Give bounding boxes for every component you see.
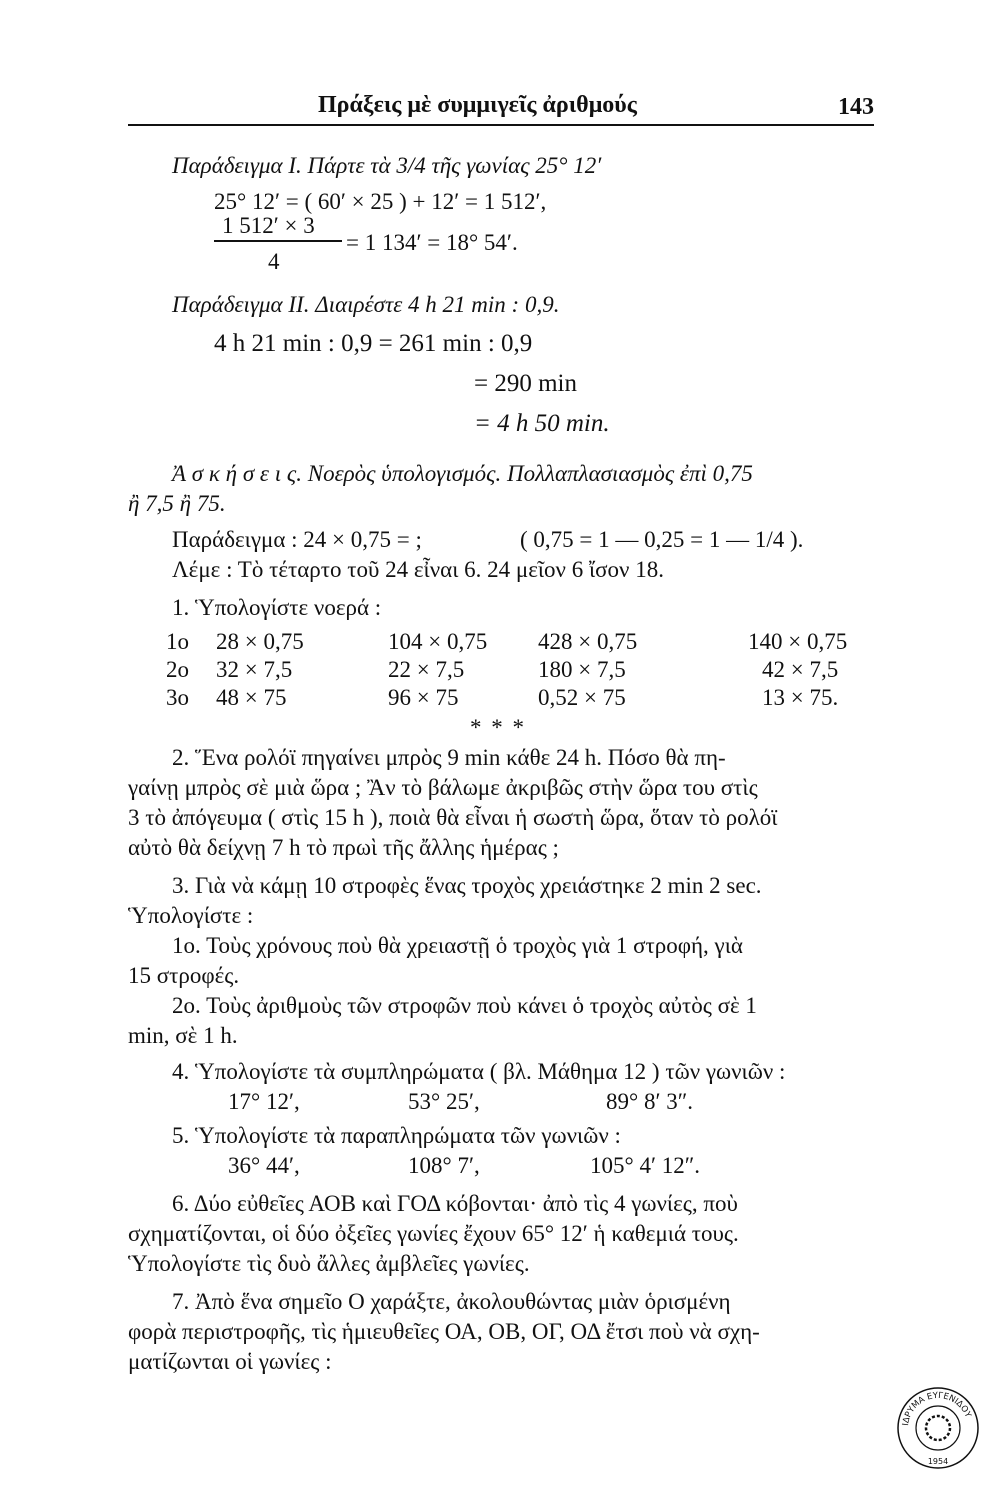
exercises-heading-rest: Νοερὸς ὑπολογισμός. Πολλαπλασιασμὸς ἐπὶ 0,75 bbox=[307, 461, 753, 486]
exercise-6-line-2: σχηματίζονται, οἱ δύο ὀξεῖες γωνίες ἔχουν 65° 12′ ἡ καθεμιά τους. bbox=[128, 1221, 739, 1246]
exercise-2-line-2: γαίνῃ μπρὸς σὲ μιὰ ὥρα ; Ἂν τὸ βάλωμε ἀκριβῶς στὴν ὥρα του στὶς bbox=[128, 775, 758, 800]
exercise-6-line-1: 6. Δύο εὐθεῖες ΑΟΒ καὶ ΓΟΔ κόβονται· ἀπὸ τὶς 4 γωνίες, ποὺ bbox=[172, 1191, 738, 1216]
grid-cell: 28 × 0,75 bbox=[216, 629, 304, 654]
exercise-1-title: 1. Ὑπολογίστε νοερά : bbox=[172, 595, 382, 620]
fraction-denominator: 4 bbox=[268, 249, 280, 274]
exercise-5-value-1: 36° 44′, bbox=[228, 1153, 300, 1178]
exercise-6-line-3: Ὑπολογίστε τὶς δυὸ ἄλλες ἀμβλεῖες γωνίες. bbox=[128, 1251, 530, 1276]
exercise-3-line-1: 3. Γιὰ νὰ κάμῃ 10 στροφὲς ἕνας τροχὸς χρειάστηκε 2 min 2 sec. bbox=[172, 873, 762, 898]
exercise-2-line-4: αὐτὸ θὰ δείχνῃ 7 h τὸ πρωὶ τῆς ἄλλης ἡμέρας ; bbox=[128, 835, 559, 860]
grid-cell: 104 × 0,75 bbox=[388, 629, 488, 654]
exercise-7-line-3: ματίζωνται οἱ γωνίες : bbox=[128, 1349, 332, 1374]
exercise-4-title: 4. Ὑπολογίστε τὰ συμπληρώματα ( βλ. Μάθημα 12 ) τῶν γωνιῶν : bbox=[172, 1059, 786, 1084]
running-header: Πράξεις μὲ συμμιγεῖς ἀριθμούς bbox=[318, 92, 637, 118]
exercise-4-value-2: 53° 25′, bbox=[408, 1089, 480, 1114]
exercise-7-line-2: φορὰ περιστροφῆς, τὶς ἡμιευθεῖες ΟΑ, ΟΒ, ΟΓ, ΟΔ ἔτσι ποὺ νὰ σχη- bbox=[128, 1319, 760, 1344]
grid-cell: 428 × 0,75 bbox=[538, 629, 638, 654]
example-2-line-2: = 290 min bbox=[474, 370, 577, 397]
grid-cell: 13 × 75. bbox=[762, 685, 839, 710]
exercises-say-line: Λέμε : Τὸ τέταρτο τοῦ 24 εἶναι 6. 24 μεῖον 6 ἴσον 18. bbox=[172, 557, 664, 582]
grid-cell: 180 × 7,5 bbox=[538, 657, 626, 682]
exercise-2-line-1: 2. Ἕνα ρολόϊ πηγαίνει μπρὸς 9 min κάθε 24 h. Πόσο θὰ πη- bbox=[172, 745, 726, 770]
exercise-3-line-6: min, σὲ 1 h. bbox=[128, 1023, 238, 1048]
exercise-5-title: 5. Ὑπολογίστε τὰ παραπληρώματα τῶν γωνιῶν : bbox=[172, 1123, 621, 1148]
grid-row-1-label: 1ο bbox=[166, 629, 189, 654]
grid-cell: 0,52 × 75 bbox=[538, 685, 626, 710]
seal-year: 1954 bbox=[927, 1457, 949, 1466]
example-2-line-3: = 4 h 50 min. bbox=[474, 410, 610, 437]
exercise-3-line-2: Ὑπολογίστε : bbox=[128, 903, 254, 928]
example-2-title: Παράδειγμα II. Διαιρέστε 4 h 21 min : 0,9. bbox=[172, 292, 560, 317]
exercise-4-value-1: 17° 12′, bbox=[228, 1089, 300, 1114]
header-rule bbox=[128, 124, 874, 126]
exercises-example-line: Παράδειγμα : 24 × 0,75 = ; bbox=[172, 527, 422, 552]
exercises-heading-spaced: Ἀ σ κ ή σ ε ι ς. bbox=[172, 461, 302, 486]
grid-cell: 140 × 0,75 bbox=[748, 629, 848, 654]
section-stars: * * * bbox=[470, 715, 526, 740]
grid-row-3-label: 3ο bbox=[166, 685, 189, 710]
grid-cell: 32 × 7,5 bbox=[216, 657, 293, 682]
exercise-3-line-5: 2ο. Τοὺς ἀριθμοὺς τῶν στροφῶν ποὺ κάνει ὁ τροχὸς αὐτὸς σὲ 1 bbox=[172, 993, 757, 1018]
grid-cell: 42 × 7,5 bbox=[762, 657, 839, 682]
grid-cell: 96 × 75 bbox=[388, 685, 459, 710]
exercise-5-value-3: 105° 4′ 12″. bbox=[590, 1153, 701, 1178]
exercise-2-line-3: 3 τὸ ἀπόγευμα ( στὶς 15 h ), ποιὰ θὰ εἶναι ἡ σωστὴ ὥρα, ὅταν τὸ ρολόϊ bbox=[128, 805, 778, 830]
exercises-heading bbox=[172, 462, 753, 485]
example-2-line-1: 4 h 21 min : 0,9 = 261 min : 0,9 bbox=[214, 330, 533, 357]
seal-text: ΙΔΡΥΜΑ ΕΥΓΕΝΙΔΟΥ bbox=[901, 1390, 973, 1427]
exercise-5-value-2: 108° 7′, bbox=[408, 1153, 480, 1178]
grid-cell: 22 × 7,5 bbox=[388, 657, 465, 682]
fraction-result: = 1 134′ = 18° 54′. bbox=[346, 230, 518, 255]
exercises-example-paren: ( 0,75 = 1 — 0,25 = 1 — 1/4 ). bbox=[520, 527, 804, 552]
exercise-3-line-3: 1ο. Τοὺς χρόνους ποὺ θὰ χρειαστῇ ὁ τροχὸς γιὰ 1 στροφή, γιὰ bbox=[172, 933, 743, 958]
example-1-title: Παράδειγμα I. Πάρτε τὰ 3/4 τῆς γωνίας 25° 12′ bbox=[172, 153, 602, 178]
library-seal-stamp bbox=[896, 1386, 980, 1470]
exercise-4-value-3: 89° 8′ 3″. bbox=[606, 1089, 694, 1114]
grid-row-2-label: 2ο bbox=[166, 657, 189, 682]
example-1-line-1: 25° 12′ = ( 60′ × 25 ) + 12′ = 1 512′, bbox=[214, 189, 547, 214]
fraction-numerator: 1 512′ × 3 bbox=[222, 213, 315, 238]
page-number: 143 bbox=[838, 94, 874, 120]
exercise-7-line-1: 7. Ἀπὸ ἕνα σημεῖο Ο χαράξτε, ἀκολουθώντας μιὰν ὁρισμένη bbox=[172, 1289, 731, 1314]
exercises-heading-line-2: ἢ 7,5 ἢ 75. bbox=[128, 491, 226, 516]
exercise-3-line-4: 15 στροφές. bbox=[128, 963, 240, 988]
fraction-bar bbox=[214, 240, 342, 242]
grid-cell: 48 × 75 bbox=[216, 685, 287, 710]
